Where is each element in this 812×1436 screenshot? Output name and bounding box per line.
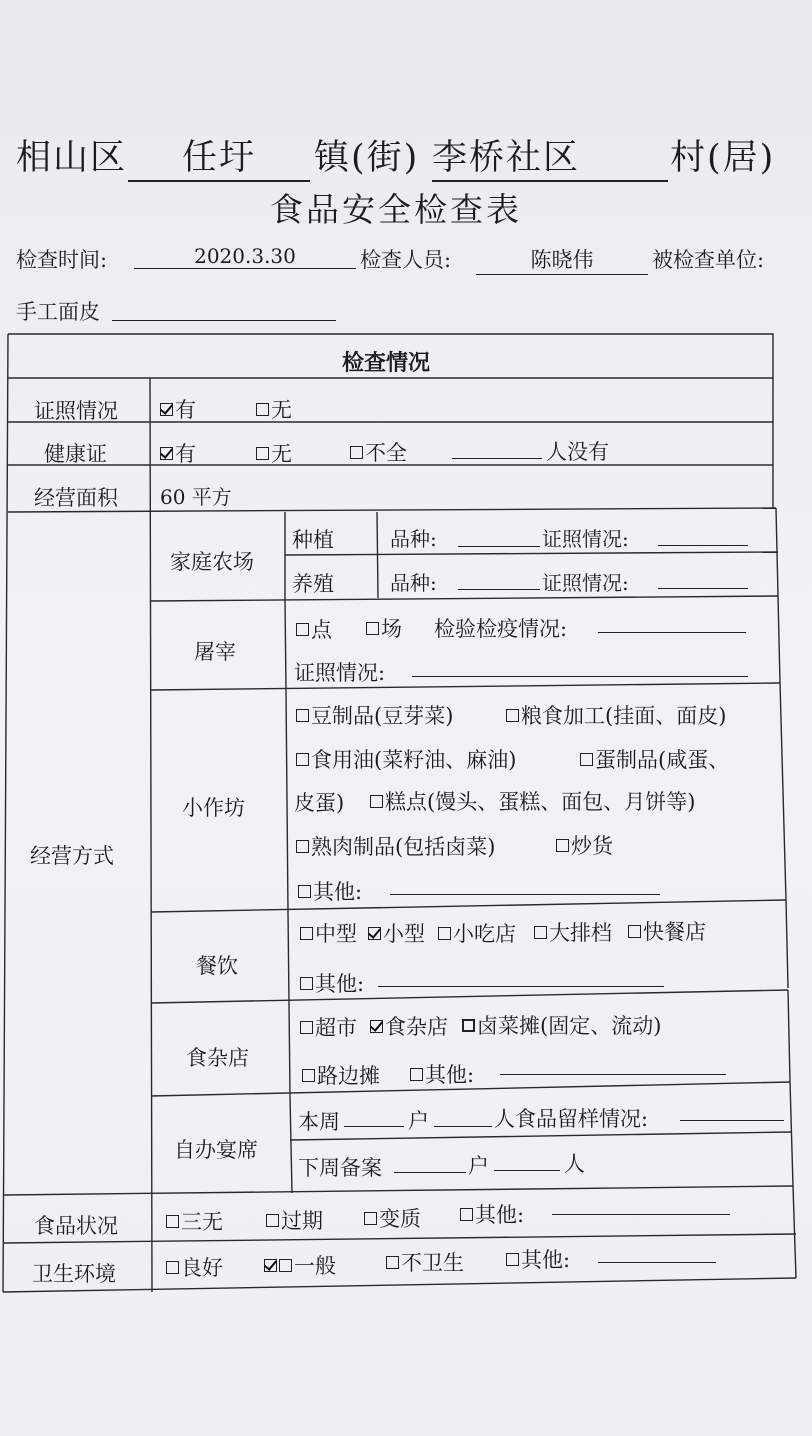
- mode-label: 经营方式: [30, 844, 114, 868]
- checked-box-icon[interactable]: [160, 403, 173, 416]
- grocery-option-label: 食杂店: [385, 1015, 448, 1039]
- unit-value[interactable]: 手工面皮: [16, 300, 100, 324]
- workshop-item[interactable]: [296, 744, 516, 774]
- breed-variety-blank[interactable]: [458, 589, 540, 590]
- farm-plant-label: 种植: [292, 528, 334, 552]
- checkbox-icon[interactable]: [364, 1212, 377, 1225]
- catering-label: 餐饮: [196, 954, 238, 978]
- workshop-item-label: 食用油(菜籽油、麻油): [311, 748, 517, 772]
- plant-variety-blank[interactable]: [458, 546, 540, 547]
- workshop-item[interactable]: [296, 831, 495, 861]
- grocery-other-blank[interactable]: [500, 1074, 726, 1075]
- checkbox-icon[interactable]: [366, 622, 379, 635]
- hygiene-option-general[interactable]: [264, 1250, 336, 1280]
- hygiene-label: 卫生环境: [32, 1262, 116, 1286]
- food-option-label: 三无: [181, 1210, 223, 1234]
- time-label: 检查时间:: [16, 248, 108, 272]
- checkbox-icon[interactable]: [296, 840, 309, 853]
- checkbox-icon[interactable]: [460, 1208, 473, 1221]
- hygiene-other-option[interactable]: [506, 1244, 570, 1274]
- hygiene-option-label: 良好: [181, 1256, 223, 1280]
- banquet-label: 自办宴席: [174, 1138, 258, 1162]
- checkbox-icon[interactable]: [534, 926, 547, 939]
- food-other-blank[interactable]: [552, 1214, 730, 1215]
- grocery-other-option[interactable]: [410, 1059, 474, 1089]
- workshop-other-option[interactable]: [298, 876, 362, 906]
- area-label: 经营面积: [34, 486, 118, 510]
- catering-option-label: 大排档: [549, 921, 612, 945]
- inspector-field[interactable]: 陈晓伟: [476, 244, 648, 275]
- time-field[interactable]: 2020.3.30: [134, 244, 356, 269]
- unit-label: 被检查单位:: [652, 248, 765, 272]
- next-week-label: 下周备案: [298, 1156, 382, 1180]
- health-missing-label: 人没有: [546, 440, 609, 464]
- checkbox-icon[interactable]: [166, 1261, 179, 1274]
- catering-option-label: 快餐店: [643, 920, 706, 944]
- district-label: 相山区: [16, 138, 128, 178]
- inspector-label: 检查人员:: [360, 248, 452, 272]
- checkbox-icon[interactable]: [506, 1253, 519, 1266]
- plant-variety-label: 品种:: [390, 527, 437, 551]
- town-field[interactable]: 任圩: [128, 130, 310, 182]
- health-yes-label: 有: [175, 442, 196, 466]
- checkbox-icon[interactable]: [266, 1214, 279, 1227]
- hygiene-option[interactable]: [166, 1252, 223, 1282]
- checkbox-icon[interactable]: [300, 927, 313, 940]
- workshop-item-label: 熟肉制品(包括卤菜): [311, 835, 496, 859]
- workshop-item[interactable]: [506, 700, 726, 730]
- sample-label: 人食品留样情况:: [494, 1107, 649, 1131]
- catering-option-label: 小吃店: [453, 922, 516, 946]
- catering-option-label: 中型: [315, 922, 357, 946]
- checked-box-icon[interactable]: [264, 1259, 277, 1272]
- breed-license-blank[interactable]: [658, 588, 748, 589]
- food-option-label: 过期: [281, 1209, 323, 1233]
- workshop-item-label: 豆制品(豆芽菜): [311, 704, 454, 728]
- workshop-item-label: 炒货: [571, 834, 613, 858]
- workshop-other-label: 其他:: [313, 880, 363, 904]
- health-no-label: 无: [271, 442, 292, 466]
- food-option[interactable]: [364, 1203, 421, 1233]
- health-incomplete-label: 不全: [365, 441, 407, 465]
- slaughter-license-label: 证照情况:: [294, 661, 386, 685]
- grocery-other-label: 其他:: [425, 1063, 475, 1087]
- health-yes-option[interactable]: [160, 438, 196, 468]
- workshop-item[interactable]: [296, 700, 453, 730]
- this-week-households-blank[interactable]: [344, 1126, 404, 1127]
- farm-label: 家庭农场: [170, 550, 254, 574]
- workshop-item-label: 粮食加工(挂面、面皮): [521, 704, 727, 728]
- catering-other-blank[interactable]: [378, 986, 664, 987]
- slaughter-yard-label: 场: [381, 617, 402, 641]
- grocery-option[interactable]: [462, 1010, 661, 1040]
- checkbox-icon[interactable]: [506, 709, 519, 722]
- food-other-label: 其他:: [475, 1203, 525, 1227]
- plant-license-label: 证照情况:: [542, 527, 629, 551]
- checkbox-icon[interactable]: [256, 447, 269, 460]
- checkbox-icon[interactable]: [386, 1256, 399, 1269]
- catering-option[interactable]: [300, 918, 357, 948]
- license-no-option[interactable]: [256, 394, 292, 424]
- next-week-people-blank[interactable]: [494, 1170, 560, 1171]
- food-option[interactable]: [266, 1205, 323, 1235]
- breed-license-label: 证照情况:: [542, 571, 629, 595]
- checkbox-icon[interactable]: [300, 1021, 313, 1034]
- village-suffix: 村(居): [670, 138, 776, 178]
- checkbox-icon[interactable]: [296, 753, 309, 766]
- license-yes-option[interactable]: [160, 394, 196, 424]
- grocery-label: 食杂店: [186, 1046, 249, 1070]
- slaughter-point-label: 点: [311, 618, 332, 642]
- breed-variety-label: 品种:: [390, 571, 437, 595]
- town-suffix: 镇(街): [314, 138, 420, 178]
- checkbox-icon[interactable]: [410, 1068, 423, 1081]
- checkbox-icon[interactable]: [166, 1215, 179, 1228]
- slaughter-yard-option[interactable]: [366, 613, 402, 643]
- hygiene-other-blank[interactable]: [598, 1262, 716, 1263]
- checkbox-icon[interactable]: [580, 753, 593, 766]
- health-missing-blank[interactable]: [452, 458, 542, 459]
- checkbox-icon[interactable]: [370, 795, 383, 808]
- grocery-option-label: 超市: [315, 1016, 357, 1040]
- hygiene-other-label: 其他:: [521, 1248, 571, 1272]
- food-label: 食品状况: [34, 1214, 118, 1238]
- catering-option[interactable]: [438, 918, 516, 948]
- slaughter-label: 屠宰: [194, 640, 236, 664]
- catering-option-label: 小型: [383, 922, 425, 946]
- workshop-item[interactable]: [580, 744, 729, 774]
- checkbox-icon[interactable]: [296, 709, 309, 722]
- slaughter-license-blank[interactable]: [412, 676, 748, 677]
- catering-other-option[interactable]: [300, 968, 364, 998]
- checked-box-icon[interactable]: [368, 927, 381, 940]
- checkbox-icon[interactable]: [462, 1019, 475, 1032]
- sample-blank[interactable]: [680, 1120, 784, 1121]
- food-option[interactable]: [166, 1206, 223, 1236]
- workshop-item-label: 糕点(馒头、蛋糕、面包、月饼等): [385, 790, 696, 814]
- checkbox-icon[interactable]: [256, 403, 269, 416]
- checked-box-icon[interactable]: [370, 1020, 383, 1033]
- grocery-option[interactable]: [300, 1012, 357, 1042]
- checkbox-icon[interactable]: [556, 839, 569, 852]
- workshop-other-blank[interactable]: [390, 894, 660, 895]
- license-label: 证照情况: [34, 399, 118, 423]
- grocery-option[interactable]: [302, 1060, 380, 1090]
- workshop-item[interactable]: [556, 830, 613, 860]
- checkbox-icon[interactable]: [300, 977, 313, 990]
- hygiene-option-label: 一般: [294, 1254, 336, 1278]
- license-yes-label: 有: [175, 398, 196, 422]
- quarantine-blank[interactable]: [598, 632, 746, 633]
- workshop-item-label: 蛋制品(咸蛋、: [595, 748, 730, 772]
- catering-option[interactable]: [628, 916, 706, 946]
- table-caption: 检查情况: [342, 350, 431, 376]
- this-week-people-blank[interactable]: [434, 1126, 492, 1127]
- health-label: 健康证: [44, 442, 107, 466]
- catering-other-label: 其他:: [315, 972, 365, 996]
- food-option-label: 变质: [379, 1207, 421, 1231]
- next-week-ren-label: 人: [564, 1152, 585, 1176]
- hygiene-option-label: 不卫生: [401, 1251, 464, 1275]
- workshop-item-cont: 皮蛋): [294, 791, 345, 815]
- community-field[interactable]: 李桥社区: [432, 130, 668, 182]
- grocery-option-store[interactable]: [370, 1011, 448, 1041]
- grocery-option-label: 卤菜摊(固定、流动): [477, 1014, 662, 1038]
- checkbox-icon[interactable]: [628, 925, 641, 938]
- this-week-label: 本周: [298, 1110, 340, 1134]
- slaughter-point-option[interactable]: [296, 614, 332, 644]
- catering-option[interactable]: [534, 917, 612, 947]
- license-no-label: 无: [271, 398, 292, 422]
- checkbox-icon[interactable]: [298, 885, 311, 898]
- workshop-label: 小作坊: [182, 796, 245, 820]
- quarantine-label: 检验检疫情况:: [434, 617, 568, 641]
- hygiene-option[interactable]: [386, 1247, 464, 1277]
- area-value: 60 平方: [160, 485, 232, 509]
- next-week-hu-label: 户: [468, 1154, 489, 1178]
- checkbox-icon[interactable]: [279, 1259, 292, 1272]
- this-week-hu-label: 户: [408, 1109, 429, 1133]
- farm-breed-label: 养殖: [292, 572, 334, 596]
- food-other-option[interactable]: [460, 1199, 524, 1229]
- plant-license-blank[interactable]: [658, 545, 748, 546]
- workshop-item[interactable]: [370, 786, 695, 816]
- checkbox-icon[interactable]: [296, 623, 309, 636]
- checked-box-icon[interactable]: [160, 447, 173, 460]
- health-no-option[interactable]: [256, 438, 292, 468]
- health-incomplete-option[interactable]: [350, 437, 407, 467]
- checkbox-icon[interactable]: [350, 446, 363, 459]
- form-title: 食品安全检查表: [270, 190, 522, 229]
- next-week-households-blank[interactable]: [394, 1172, 466, 1173]
- catering-option-small[interactable]: [368, 918, 425, 948]
- checkbox-icon[interactable]: [302, 1069, 315, 1082]
- grocery-option-label: 路边摊: [317, 1064, 380, 1088]
- checkbox-icon[interactable]: [438, 927, 451, 940]
